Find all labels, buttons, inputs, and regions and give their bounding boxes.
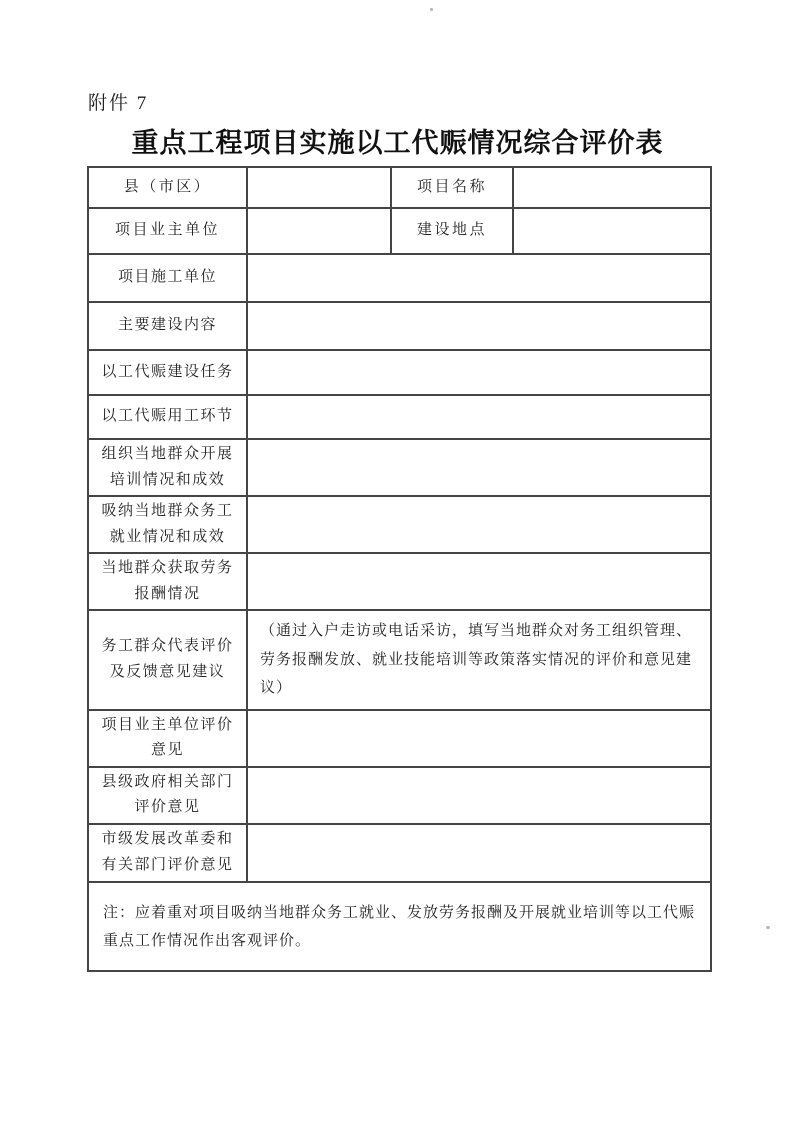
row-label-cell: 务工群众代表评价及反馈意见建议 (88, 610, 247, 710)
table-row (88, 208, 711, 254)
scan-artifact-dot (766, 926, 770, 929)
row-value-cell (247, 767, 711, 824)
row-label-cell: 当地群众获取劳务报酬情况 (88, 553, 247, 610)
row-label-cell: 市级发展改革委和有关部门评价意见 (88, 824, 247, 882)
table-row (88, 824, 711, 882)
row-label-cell: 吸纳当地群众务工就业情况和成效 (88, 496, 247, 553)
county-label-cell: 县（市区） (88, 167, 247, 208)
row-value-cell (247, 553, 711, 610)
row-label-cell: 主要建设内容 (88, 302, 247, 350)
row-label-cell: 组织当地群众开展培训情况和成效 (88, 439, 247, 496)
row-value-cell (247, 254, 711, 302)
table-row (88, 350, 711, 395)
table-row (88, 553, 711, 610)
row-value-cell (247, 824, 711, 882)
row-value-cell (247, 496, 711, 553)
worker-feedback-instructions-cell: （通过入户走访或电话采访，填写当地群众对务工组织管理、劳务报酬发放、就业技能培训等政策落实情况的评价和意见建议） (247, 610, 711, 710)
county-value-cell (247, 167, 391, 208)
row-label-cell: 县级政府相关部门评价意见 (88, 767, 247, 824)
row-label-cell: 以工代赈建设任务 (88, 350, 247, 395)
table-row (88, 395, 711, 439)
table-row (88, 302, 711, 350)
row-label-cell: 以工代赈用工环节 (88, 395, 247, 439)
table-row (88, 767, 711, 824)
scan-artifact-dot (430, 8, 433, 11)
note-cell: 注：应着重对项目吸纳当地群众务工就业、发放劳务报酬及开展就业培训等以工代赈重点工作情况作出客观评价。 (88, 882, 711, 971)
row-value-cell (247, 710, 711, 767)
table-row (88, 496, 711, 553)
project-name-value-cell (513, 167, 711, 208)
owner-unit-label-cell: 项目业主单位 (88, 208, 247, 254)
build-location-label-cell: 建设地点 (391, 208, 513, 254)
owner-unit-value-cell (247, 208, 391, 254)
row-label-cell: 项目业主单位评价意见 (88, 710, 247, 767)
row-value-cell (247, 439, 711, 496)
attachment-label: 附件 7 (88, 93, 149, 114)
build-location-value-cell (513, 208, 711, 254)
project-name-label-cell: 项目名称 (391, 167, 513, 208)
row-value-cell (247, 350, 711, 395)
table-row (88, 254, 711, 302)
evaluation-table (87, 166, 712, 972)
table-row (88, 439, 711, 496)
row-value-cell (247, 395, 711, 439)
table-row (88, 710, 711, 767)
row-label-cell: 项目施工单位 (88, 254, 247, 302)
page-title: 重点工程项目实施以工代赈情况综合评价表 (131, 128, 664, 158)
row-value-cell (247, 302, 711, 350)
table-row (88, 167, 711, 208)
table-row (88, 882, 711, 971)
table-row (88, 610, 711, 710)
